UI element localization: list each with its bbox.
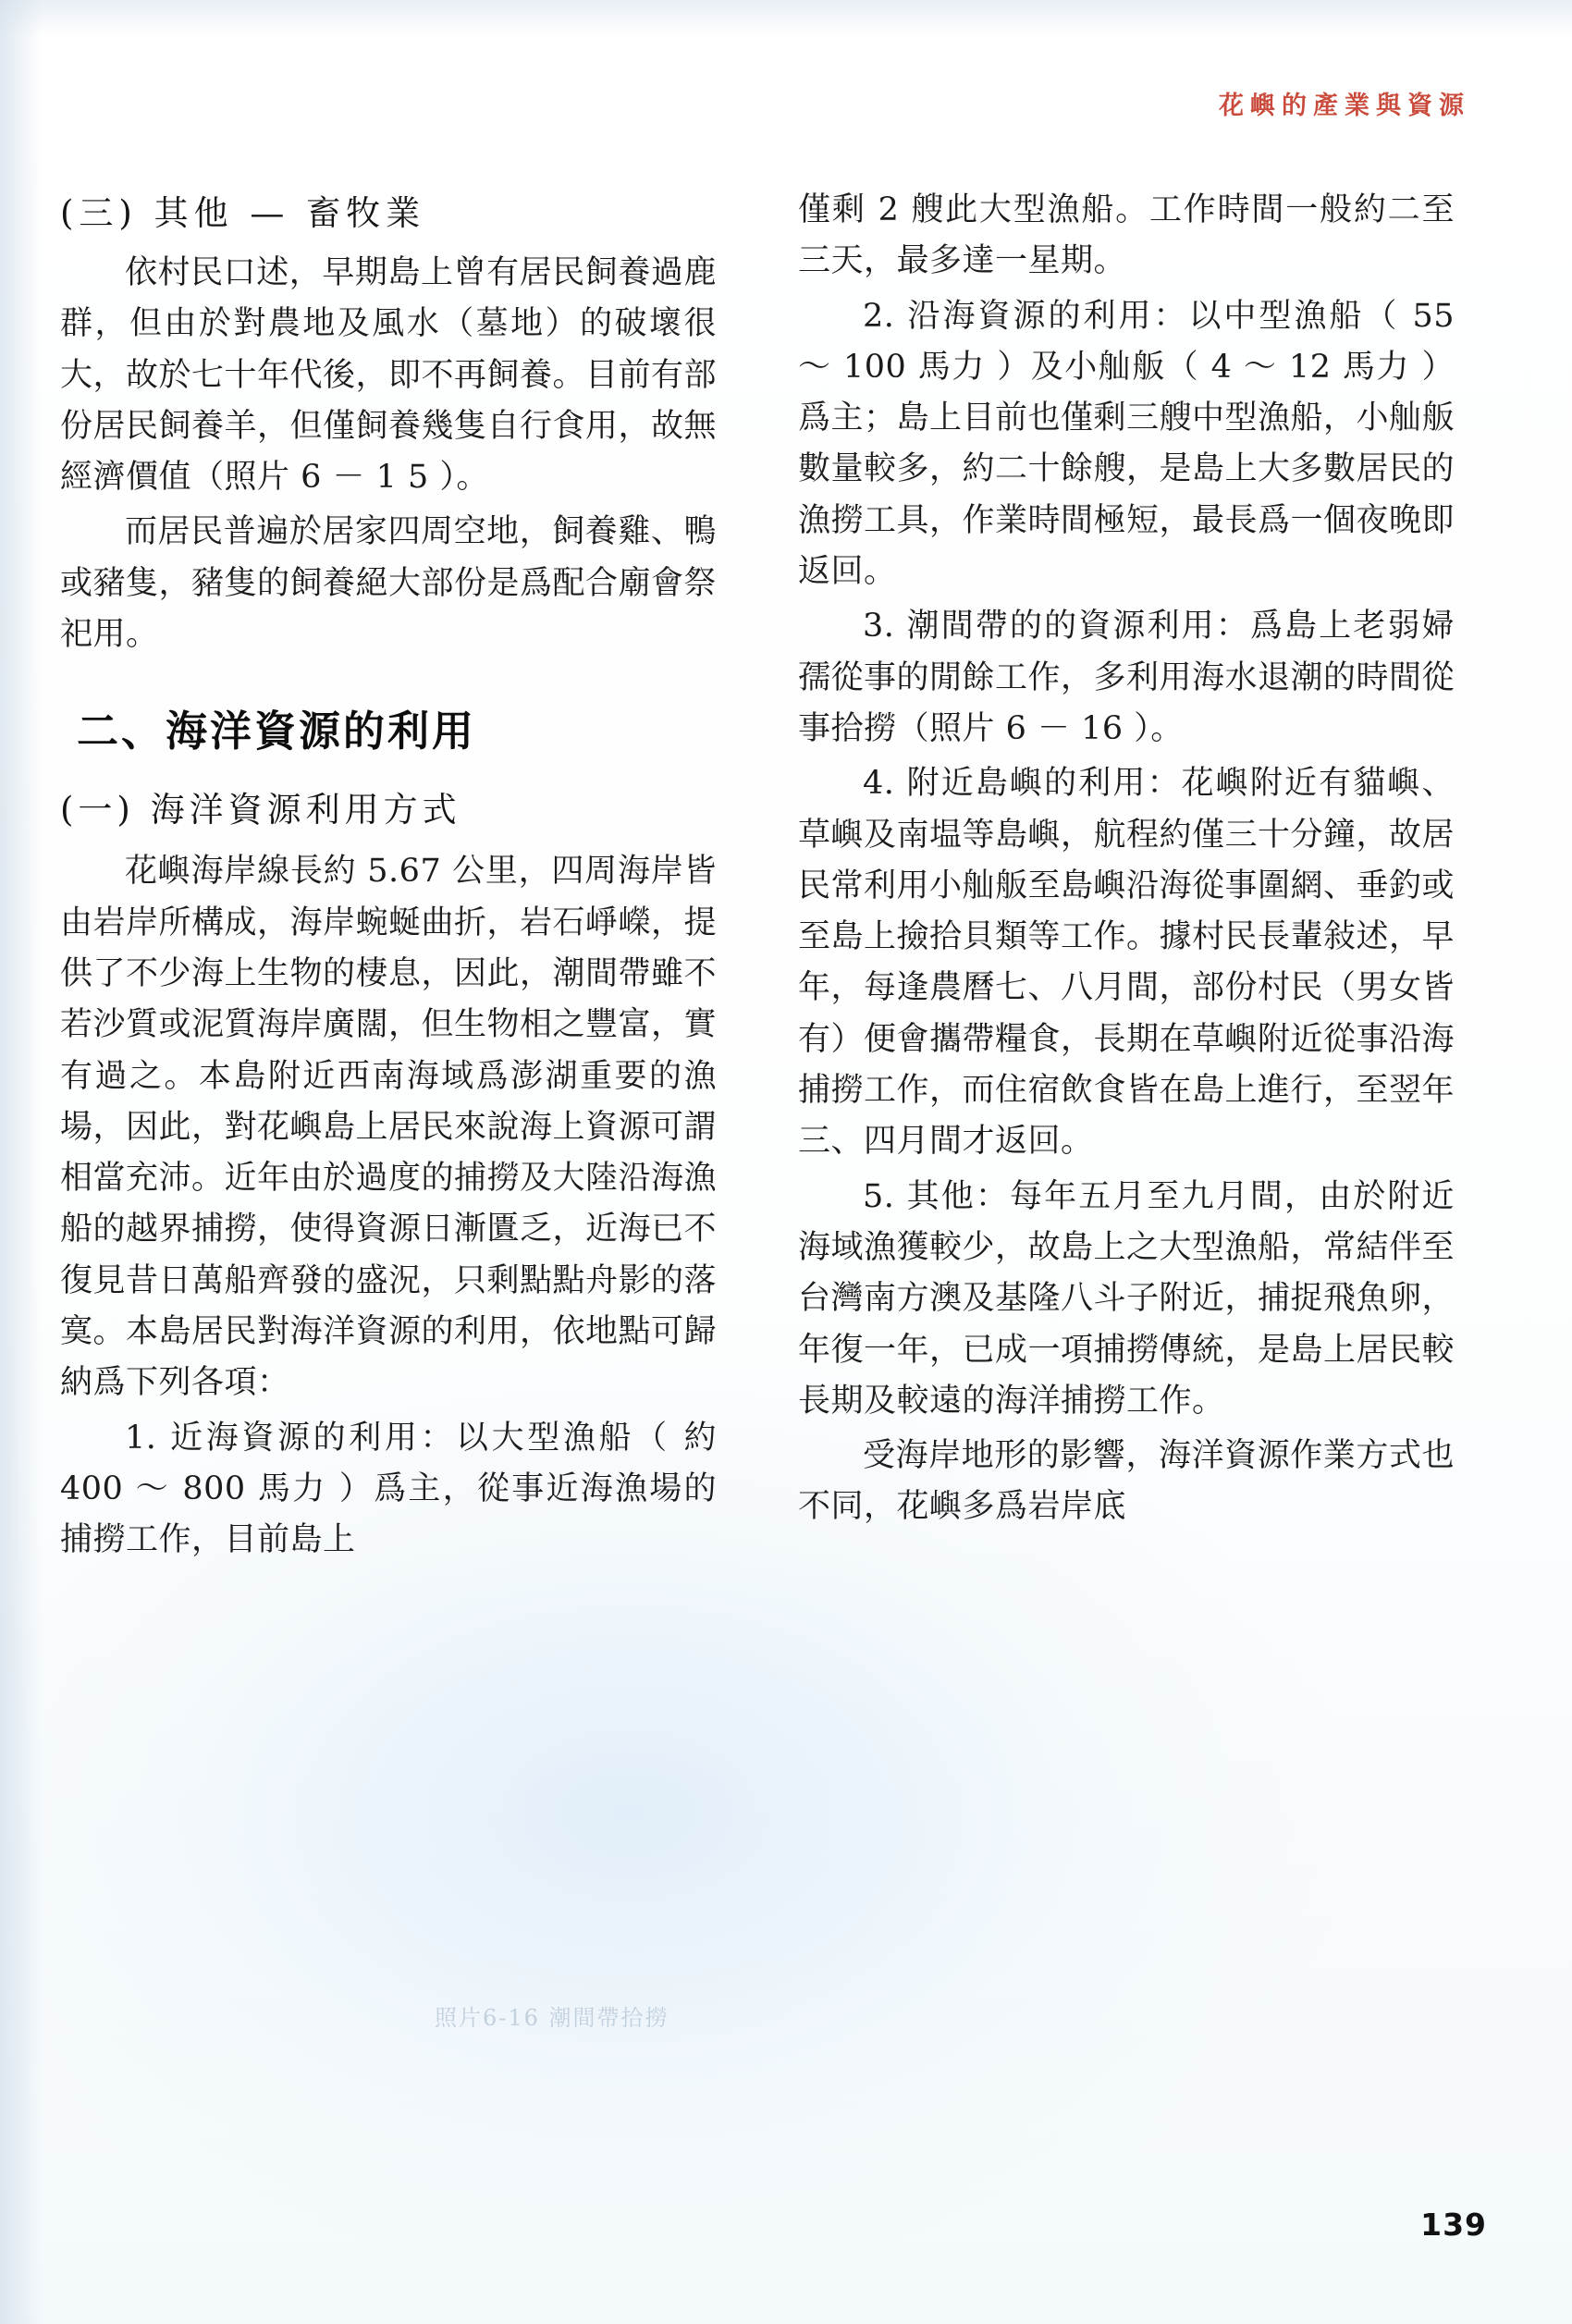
section-heading-marine-resources: 二、海洋資源的利用 — [77, 707, 477, 756]
page-number: 139 — [1420, 2207, 1487, 2243]
right-column — [781, 185, 1455, 1570]
scan-edge-shadow-top — [0, 0, 1572, 37]
faded-caption: 照片6-16 潮間帶拾撈 — [435, 2005, 669, 2031]
paragraph: 而居民普遍於居家四周空地，飼養雞、鴨或豬隻，豬隻的飼養絕大部份是爲配合廟會祭祀用。 — [60, 513, 718, 654]
scan-edge-shadow — [0, 0, 43, 2324]
paragraph: 受海岸地形的影響，海洋資源作業方式也不同，花嶼多爲岩岸底 — [798, 1437, 1455, 1526]
paragraph: 僅剩 2 艘此大型漁船。工作時間一般約二至三天，最多達一星期。 — [798, 191, 1455, 280]
subsection-heading-usage-methods: (一) 海洋資源利用方式 — [60, 790, 461, 830]
paragraph: 2. 沿海資源的利用：以中型漁船（ 55 ～ 100 馬力 ）及小舢舨（ 4 ～ 12 馬力 ）爲主；島上目前也僅剩三艘中型漁船，小舢舨數量較多，約二十餘艘，是島上大多數居民的漁撈工具，作業時間極短，最長爲一個夜晚即返回。 — [798, 297, 1455, 591]
paragraph: 依村民口述，早期島上曾有居民飼養過鹿群，但由於對農地及風水（墓地）的破壞很大，故於七十年代後，即不再飼養。目前有部份居民飼養羊，但僅飼養幾隻自行食用，故無經濟價值（照片 6 － 1 5 ）。 — [60, 254, 718, 497]
paragraph: 1. 近海資源的利用：以大型漁船（ 約 400 ～ 800 馬力 ）爲主，從事近海漁場的捕撈工作，目前島上 — [60, 1419, 717, 1559]
left-column — [55, 185, 717, 1570]
paragraph: 花嶼海岸線長約 5.67 公里，四周海岸皆由岩岸所構成，海岸蜿蜒曲折，岩石崢嶸，提供了不少海上生物的棲息，因此，潮間帶雖不若沙質或泥質海岸廣闊，但生物相之豐富，實有過之。本島附近西南海域爲澎湖重要的漁場，因此，對花嶼島上居民來說海上資源可謂相當充沛。近年由於過度的捕撈及大陸沿海漁船的越界捕撈，使得資源日漸匱乏，近海已不復見昔日萬船齊發的盛況，只剩點點舟影的落寞。本島居民對海洋資源的利用，依地點可歸納爲下列各項： — [60, 853, 718, 1402]
two-column-body — [55, 185, 1517, 1570]
heading-other-livestock: (三) 其他 — 畜牧業 — [60, 193, 426, 233]
paragraph: 4. 附近島嶼的利用：花嶼附近有貓嶼、草嶼及南塭等島嶼，航程約僅三十分鐘，故居民常利用小舢舨至島嶼沿海從事圍網、垂釣或至島上撿拾貝類等工作。據村民長輩敍述，早年，每逢農曆七、八月間，部份村民（男女皆有）便會攜帶糧食，長期在草嶼附近從事沿海捕撈工作，而住宿飲食皆在島上進行，至翌年三、四月間才返回。 — [798, 765, 1455, 1161]
paragraph: 3. 潮間帶的的資源利用：爲島上老弱婦孺從事的閒餘工作，多利用海水退潮的時間從事拾撈（照片 6 － 16 ）。 — [798, 608, 1455, 747]
running-head: 花嶼的產業與資源 — [1219, 92, 1470, 120]
paragraph: 5. 其他：每年五月至九月間，由於附近海域漁獲較少，故島上之大型漁船，常結伴至台灣南方澳及基隆八斗子附近，捕捉飛魚卵，年復一年，已成一項捕撈傳統，是島上居民較長期及較遠的海洋捕撈工作。 — [798, 1177, 1455, 1420]
